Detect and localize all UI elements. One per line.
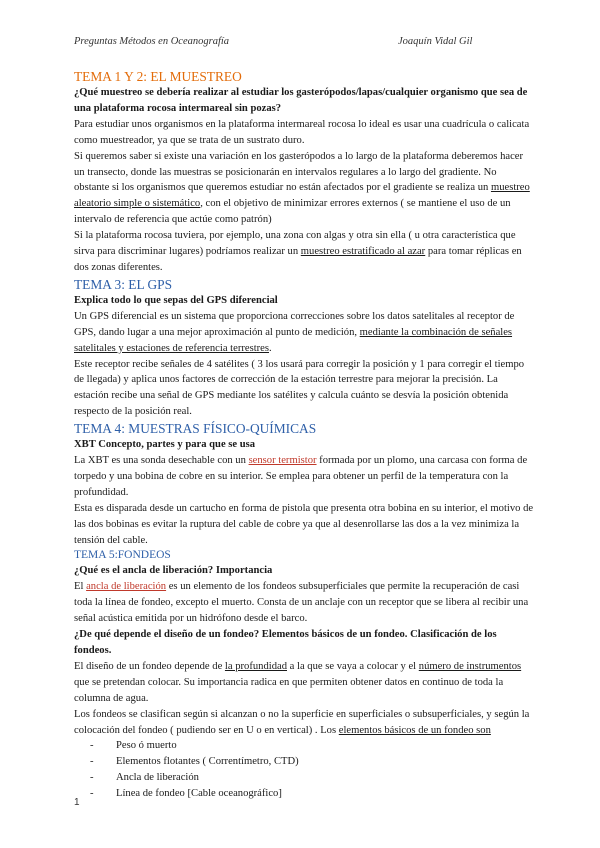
underlined-term: número de instrumentos [418, 660, 522, 672]
underlined-term: sensor termistor [248, 455, 317, 467]
page-header [74, 36, 536, 47]
document-body [74, 68, 534, 802]
paragraph: La XBT es una sonda desechable con un sensor termistor formada por un plomo, una carcasa con forma de torpedo y una bobina de cobre en su interior. Se emplea para obtener un perfil de la temperatura con la profundidad. [74, 455, 528, 498]
paragraph: Este receptor recibe señales de 4 satélites ( 3 los usará para corregir la posición y 1 para corregir el tiempo de llegada) y aplica unos factores de corrección de la estación terrestre para mejorar la precisión. La estación recibe una señal de GPS mediante los satélites y calcula cuánto se desvía la posición obtenida respecto de la posición real. [74, 358, 525, 418]
question-gps: Explica todo lo que sepas del GPS diferencial [74, 294, 278, 306]
header-left: Preguntas Métodos en Oceanografía [74, 36, 230, 47]
paragraph: Para estudiar unos organismos en la plataforma intermareal rocosa lo ideal es usar una cuadrícula o calicata como muestreador, ya que se trata de un sustrato duro. [74, 118, 530, 146]
section-title-tema-4: TEMA 4: MUESTRAS FÍSICO-QUÍMICAS [74, 421, 317, 437]
fondeo-elements-list [74, 738, 534, 802]
question-fondeo: ¿De qué depende el diseño de un fondeo? Elementos básicos de un fondeo. Clasificación de los fondeos. [74, 629, 497, 656]
header-right: Joaquín Vidal Gil [398, 36, 473, 47]
section-title-tema-1-2: TEMA 1 Y 2: EL MUESTREO [74, 69, 242, 84]
question-xbt: XBT Concepto, partes y para que se usa [74, 439, 256, 451]
paragraph: Los fondeos se clasifican según si alcanzan o no la superficie en superficiales o subsuperficiales, y según la colocación del fondeo ( pudiendo ser en U o en vertical) . Los elementos básicos de un fondeo son [74, 708, 530, 736]
page-number: 1 [74, 797, 80, 808]
underlined-term: muestreo aleatorio simple o sistemático [74, 182, 530, 210]
paragraph: Esta es disparada desde un cartucho en forma de pistola que presenta otra bobina en su interior, el motivo de las dos bobinas es evitar la ruptura del cable de cobre ya que al desenrollarse las dos a la vez minimiza la tensión del cable. [74, 502, 534, 546]
question-muestreo: ¿Qué muestreo se debería realizar al estudiar los gasterópodos/lapas/cualquier organismo que sea de una plataforma rocosa intermareal sin pozas? [74, 87, 528, 114]
list-item: - Elementos flotantes ( Correntímetro, CTD) [90, 754, 534, 770]
paragraph: Un GPS diferencial es un sistema que proporciona correcciones sobre los datos satelitales al receptor de GPS, dando lugar a una mejor aproximación al punto de medición, mediante la combinación de señales satelitales y estaciones de referencia terrestres. [74, 310, 515, 354]
question-ancla: ¿Qué es el ancla de liberación? Importancia [74, 565, 273, 577]
paragraph: Si la plataforma rocosa tuviera, por ejemplo, una zona con algas y otra sin ella ( u otra característica que sirva para discriminar lugares) podríamos realizar un muestreo estratificado al azar para tomar réplicas en dos zonas diferentes. [74, 230, 522, 273]
underlined-term: mediante la combinación de señales satelitales y estaciones de referencia terrestres [74, 326, 513, 354]
paragraph: Si queremos saber si existe una variación en los gasterópodos a lo largo de la plataforma deberemos hacer un transecto, donde las muestras se posicionarán en intervalos regulares a lo largo del gradiente. No obstante si los organismos que queremos estudiar no están afectados por el gradiente se realiza un muestreo aleatorio simple o sistemático, con el objetivo de minimizar errores externos ( se mantiene el uso de un intervalo de referencia que actúe como patrón) [74, 150, 530, 226]
list-item: - Línea de fondeo [Cable oceanográfico] [90, 786, 534, 802]
paragraph: El ancla de liberación es un elemento de los fondeos subsuperficiales que permite la recuperación de casi toda la línea de fondeo, excepto el muerto. Consta de un anclaje con un receptor que se libera al recibir una señal acústica emitida por un hidrófono desde el barco. [74, 581, 529, 625]
underlined-term: ancla de liberación [86, 581, 167, 593]
paragraph: El diseño de un fondeo depende de la profundidad a la que se vaya a colocar y el número de instrumentos que se pretendan colocar. Su importancia radica en que permiten obtener datos en continuo de toda la columna de agua. [74, 660, 522, 704]
list-item: - Peso ó muerto [90, 738, 534, 754]
list-item: - Ancla de liberación [90, 770, 534, 786]
underlined-term: elementos básicos de un fondeo son [338, 724, 491, 736]
underlined-term: muestreo estratificado al azar [300, 246, 426, 258]
underlined-term: la profundidad [224, 660, 287, 672]
section-title-tema-3: TEMA 3: EL GPS [74, 276, 173, 292]
section-title-tema-5: TEMA 5:FONDEOS [74, 549, 171, 562]
